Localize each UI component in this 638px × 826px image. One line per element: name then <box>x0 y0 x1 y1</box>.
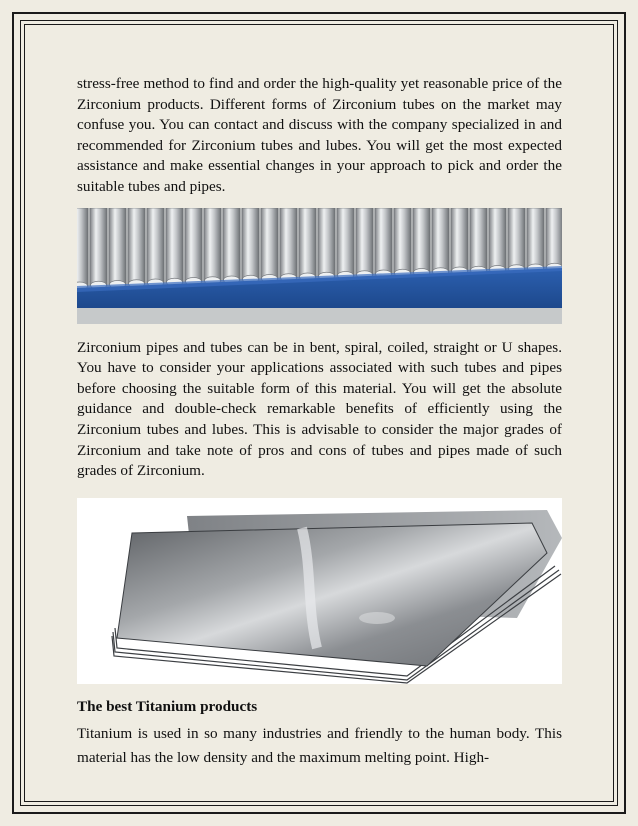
tube <box>489 208 506 270</box>
section-heading-titanium: The best Titanium products <box>77 697 258 715</box>
tube <box>527 208 544 268</box>
tube <box>413 208 430 273</box>
paragraph-zirconium-shapes: Zirconium pipes and tubes can be in bent, spiral, coiled, straight or U shapes. You have to consider your applications associated with such tubes and pipes before choosing the suitable form of this material. You will get the absolute guidance and double-check remarkable benefits of efficiently using the Zirconium tubes and lubes. This is advisable to consider the major grades of Zirconium and take note of pros and cons of tubes and pipes made of such grades of Zirconium. <box>77 338 562 480</box>
tube <box>242 208 259 279</box>
tube <box>128 208 145 284</box>
tube <box>299 208 316 277</box>
tube <box>375 208 392 274</box>
tube <box>166 208 183 282</box>
tube <box>280 208 297 278</box>
zirconium-pipes-photo <box>77 208 562 324</box>
tube <box>451 208 468 271</box>
paragraph-zirconium-intro: stress-free method to find and order the high-quality yet reasonable price of the Zirconium products. Different forms of Zirconium tubes on the market may confuse you. You can contact and discuss with the company specialized in and recommended for Zirconium tubes and lubes. You will get the most expected assistance and make essential changes in your approach to pick and order the suitable tubes and pipes. <box>77 75 562 195</box>
tube <box>204 208 221 281</box>
tube <box>546 208 562 267</box>
tube <box>394 208 411 273</box>
tube <box>109 208 126 285</box>
tube <box>185 208 202 282</box>
document-content <box>77 74 562 770</box>
tube <box>508 208 525 269</box>
tube <box>90 208 107 285</box>
tube <box>432 208 449 272</box>
tube <box>356 208 373 275</box>
tube <box>318 208 335 276</box>
titanium-sheets-photo <box>77 498 562 684</box>
tube <box>337 208 354 276</box>
tube <box>77 208 88 286</box>
tube <box>470 208 487 270</box>
tube <box>147 208 164 283</box>
tube <box>223 208 240 280</box>
tube <box>261 208 278 279</box>
paragraph-titanium-intro: Titanium is used in so many industries and friendly to the human body. This material has the low density and the maximum melting point. High- <box>77 724 562 766</box>
